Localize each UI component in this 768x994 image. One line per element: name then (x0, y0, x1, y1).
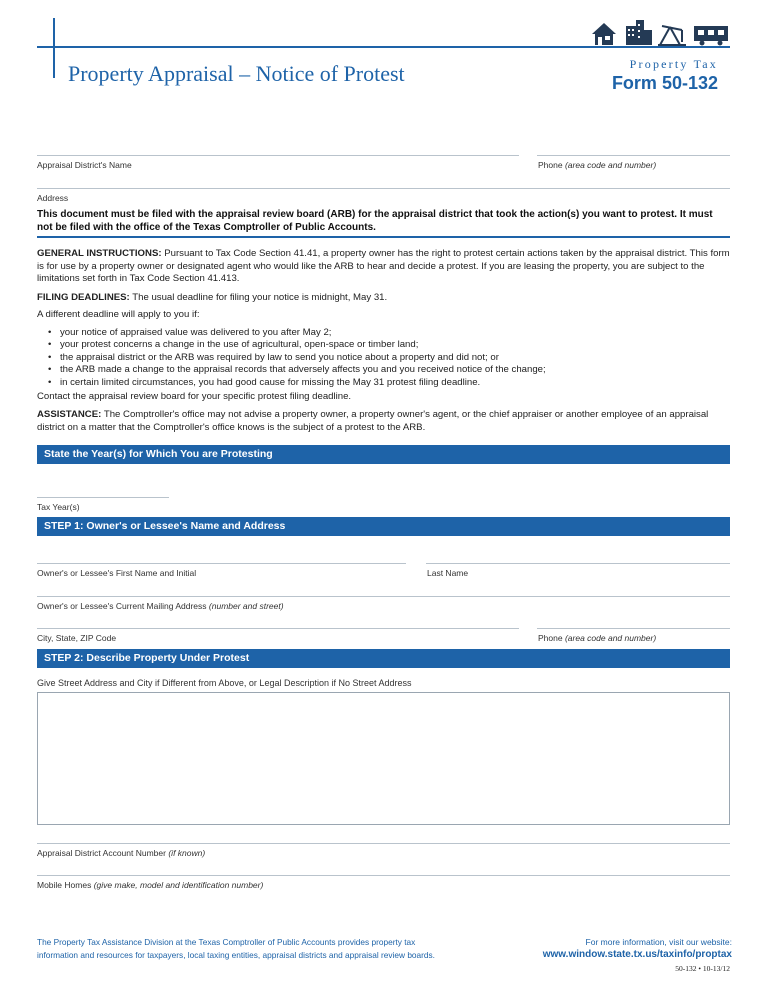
filing-notice: This document must be filed with the appraisal review board (ARB) for the appraisal district that took the action(s) you want to protest. It must not be filed with the office of the Texas Comptroller of Public Accounts. (37, 209, 713, 233)
property-type-icons (590, 18, 732, 46)
step2-section-header: STEP 2: Describe Property Under Protest (37, 649, 730, 668)
list-item: • the appraisal district or the ARB was required by law to send you notice about a property and did not; or (48, 352, 728, 364)
first-name-label: Owner's or Lessee's First Name and Initial (37, 568, 197, 578)
list-item: • your notice of appraised value was delivered to you after May 2; (48, 327, 728, 339)
mailing-address-label: Owner's or Lessee's Current Mailing Address (number and street) (37, 601, 284, 611)
different-deadline-intro: A different deadline will apply to you if: (37, 309, 200, 320)
appraisal-district-name-field[interactable] (37, 155, 519, 156)
notice-divider (37, 236, 730, 238)
list-item: • in certain limited circumstances, you had good cause for missing the May 31 protest filing deadline. (48, 377, 728, 389)
last-name-field[interactable] (426, 563, 730, 564)
form-number: Form 50-132 (611, 73, 718, 93)
list-item: • your protest concerns a change in the use of agricultural, open-space or timber land; (48, 339, 728, 351)
tax-year-field[interactable] (37, 497, 169, 498)
address-field[interactable] (37, 188, 730, 189)
last-name-label: Last Name (427, 568, 469, 578)
property-description-textarea[interactable] (37, 692, 730, 825)
tax-year-label: Tax Year(s) (37, 502, 80, 512)
owner-phone-field[interactable] (537, 628, 730, 629)
website-link[interactable]: www.window.state.tx.us/taxinfo/proptax (542, 948, 732, 960)
header-vertical-rule (53, 18, 55, 78)
house-icon (592, 23, 616, 45)
city-state-zip-field[interactable] (37, 628, 519, 629)
footer-division-info: The Property Tax Assistance Division at the Texas Comptroller of Public Accounts provides property tax information and resources for taxpayers, local taxing entities, appraisal districts and appraisal review boards. (37, 937, 435, 960)
account-number-field[interactable] (37, 843, 730, 844)
mobile-home-field[interactable] (37, 875, 730, 876)
mobile-home-icon (694, 26, 728, 46)
filing-deadlines: FILING DEADLINES: The usual deadline for filing your notice is midnight, May 31. (37, 292, 388, 303)
oil-pump-icon (658, 26, 686, 45)
district-phone-label: Phone (area code and number) (538, 160, 657, 170)
first-name-field[interactable] (37, 563, 406, 564)
city-state-zip-label: City, State, ZIP Code (37, 633, 117, 643)
property-tax-label: Property Tax (629, 57, 718, 71)
general-instructions: GENERAL INSTRUCTIONS: Pursuant to Tax Code Section 41.41, a property owner has the right to protest certain actions taken by the appraisal district. This form is for use by a property owner or designated agent who would like the ARB to hear and decide a protest. If you are leasing the property, you are subject to the limitations set forth in Tax Code Section 41.413. (37, 248, 730, 285)
district-phone-field[interactable] (537, 155, 730, 156)
appraisal-district-name-label: Appraisal District's Name (37, 160, 132, 170)
assistance-text: ASSISTANCE: The Comptroller's office may not advise a property owner, a property owner's agent, or the chief appraiser or another employee of an appraisal district on a matter that the Comptroller's office knows is the subject of a protest to the ARB. (37, 409, 709, 433)
building-icon (626, 20, 652, 45)
address-label: Address (37, 193, 69, 203)
property-address-prompt: Give Street Address and City if Different from Above, or Legal Description if No Street Address (37, 678, 412, 688)
contact-arb-text: Contact the appraisal review board for your specific protest filing deadline. (37, 391, 352, 402)
header-horizontal-rule (37, 46, 730, 48)
mailing-address-field[interactable] (37, 596, 730, 597)
account-number-label: Appraisal District Account Number (if known) (37, 848, 206, 858)
form-title: Property Appraisal – Notice of Protest (68, 61, 405, 86)
mobile-home-label: Mobile Homes (give make, model and identification number) (37, 880, 264, 890)
step1-section-header: STEP 1: Owner's or Lessee's Name and Address (37, 517, 730, 536)
form-revision-code: 50-132 • 10-13/12 (675, 964, 730, 973)
footer-website-info: For more information, visit our website: www.window.state.tx.us/taxinfo/proptax (500, 936, 732, 961)
list-item: • the ARB made a change to the appraisal records that adversely affects you and you received notice of the change; (48, 364, 728, 376)
deadline-exceptions-list (48, 327, 728, 389)
owner-phone-label: Phone (area code and number) (538, 633, 657, 643)
tax-year-section-header: State the Year(s) for Which You are Protesting (37, 445, 730, 464)
